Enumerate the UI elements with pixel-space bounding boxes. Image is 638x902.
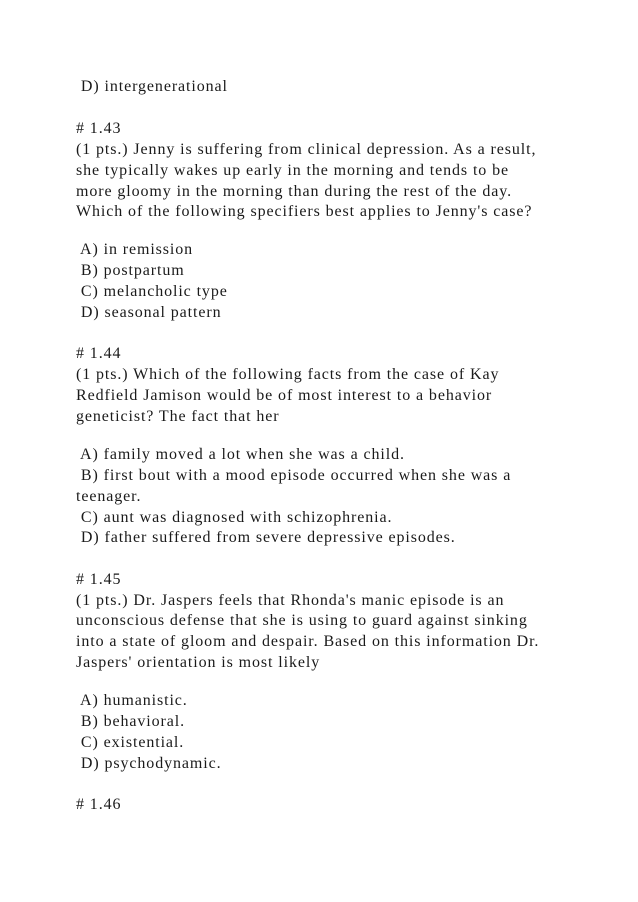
question-stem-line: into a state of gloom and despair. Based on this information Dr. bbox=[76, 633, 540, 650]
question-stem-line: Jaspers' orientation is most likely bbox=[76, 654, 321, 671]
prev-question-option-d: D) intergenerational bbox=[76, 78, 228, 95]
question-stem-line: Which of the following specifiers best applies to Jenny's case? bbox=[76, 203, 533, 220]
answer-option-d: D) father suffered from severe depressive episodes. bbox=[76, 529, 456, 546]
question-number-1-46: # 1.46 bbox=[76, 796, 122, 813]
answer-option-c: C) aunt was diagnosed with schizophrenia. bbox=[76, 509, 393, 526]
answer-option-b: B) behavioral. bbox=[76, 713, 186, 730]
answer-option-a: A) in remission bbox=[76, 241, 194, 258]
answer-option-a: A) family moved a lot when she was a child. bbox=[76, 446, 405, 463]
answer-option-b-continued: teenager. bbox=[76, 488, 142, 505]
answer-option-c: C) existential. bbox=[76, 734, 185, 751]
question-stem-line: (1 pts.) Which of the following facts from the case of Kay bbox=[76, 366, 500, 383]
answer-option-c: C) melancholic type bbox=[76, 283, 228, 300]
answer-option-d: D) psychodynamic. bbox=[76, 755, 222, 772]
question-stem-line: unconscious defense that she is using to guard against sinking bbox=[76, 612, 528, 629]
question-number-1-45: # 1.45 bbox=[76, 571, 122, 588]
question-number-1-43: # 1.43 bbox=[76, 120, 122, 137]
answer-option-d: D) seasonal pattern bbox=[76, 304, 222, 321]
question-stem-line: (1 pts.) Jenny is suffering from clinical depression. As a result, bbox=[76, 141, 537, 158]
question-stem-line: she typically wakes up early in the morning and tends to be bbox=[76, 162, 510, 179]
question-stem-line: more gloomy in the morning than during the rest of the day. bbox=[76, 183, 512, 200]
answer-option-b: B) first bout with a mood episode occurred when she was a bbox=[76, 467, 512, 484]
question-stem-line: Redfield Jamison would be of most interest to a behavior bbox=[76, 387, 493, 404]
answer-option-a: A) humanistic. bbox=[76, 692, 188, 709]
question-stem-line: (1 pts.) Dr. Jaspers feels that Rhonda's manic episode is an bbox=[76, 592, 505, 609]
answer-option-b: B) postpartum bbox=[76, 262, 185, 279]
question-stem-line: geneticist? The fact that her bbox=[76, 408, 280, 425]
question-number-1-44: # 1.44 bbox=[76, 345, 122, 362]
